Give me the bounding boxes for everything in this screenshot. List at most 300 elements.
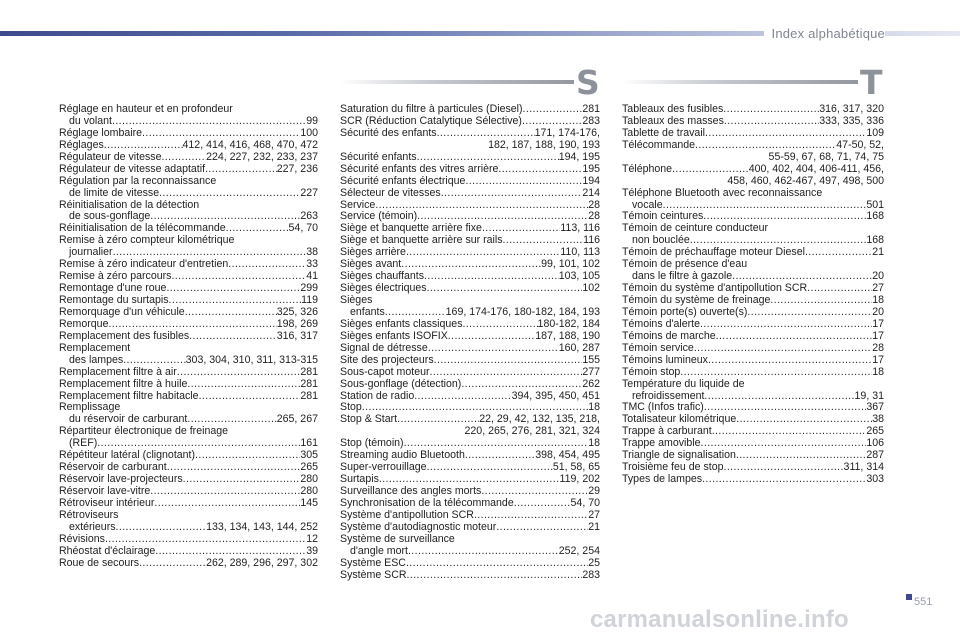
index-line xyxy=(59,247,318,259)
index-line xyxy=(59,379,318,391)
index-line xyxy=(340,331,600,343)
entry-label: Trappe à carburant xyxy=(622,426,712,438)
dot-leader xyxy=(108,319,276,331)
dot-leader xyxy=(205,164,277,176)
dot-leader xyxy=(523,104,583,116)
index-entry xyxy=(622,164,884,188)
index-line xyxy=(59,462,318,474)
index-line xyxy=(622,391,884,403)
index-entry xyxy=(59,379,318,391)
index-line xyxy=(340,295,600,307)
index-line xyxy=(340,128,600,140)
index-entry xyxy=(59,498,318,510)
dot-leader xyxy=(482,223,560,235)
entry-pages: 333, 335, 336 xyxy=(819,115,884,127)
entry-label: Révisions xyxy=(59,533,105,545)
index-line xyxy=(340,200,600,212)
dot-leader xyxy=(226,223,289,235)
dot-leader xyxy=(701,438,867,450)
entry-label: Synchronisation de la télécommande xyxy=(340,497,514,509)
entry-label: Système ESC xyxy=(340,557,406,569)
index-line xyxy=(59,283,318,295)
dot-leader xyxy=(690,235,867,247)
index-entry xyxy=(622,402,884,414)
dot-leader xyxy=(167,462,301,474)
index-line xyxy=(622,379,884,391)
entry-label: Tableaux des masses xyxy=(622,115,724,127)
index-entry xyxy=(59,283,318,295)
entry-pages: 25 xyxy=(588,557,600,569)
index-line xyxy=(59,510,318,522)
entry-label: non bouclée xyxy=(632,235,690,247)
entry-pages: 160, 287 xyxy=(558,342,600,354)
dot-leader xyxy=(437,128,535,140)
index-line xyxy=(59,235,318,247)
dot-leader xyxy=(407,570,583,582)
dot-leader xyxy=(428,343,559,355)
entry-label: Téléphone xyxy=(622,163,673,175)
index-line xyxy=(622,343,884,355)
entry-label: Sièges enfants ISOFIX xyxy=(340,330,448,342)
entry-pages: 412, 414, 416, 468, 470, 472 xyxy=(182,139,318,151)
dot-leader xyxy=(702,474,866,486)
entry-label: Témoins lumineux xyxy=(622,354,708,366)
entry-pages: 169, 174-176, 180-182, 184, 193 xyxy=(445,306,600,318)
index-line xyxy=(340,402,600,414)
index-line xyxy=(59,426,318,438)
page-marker xyxy=(906,594,912,600)
entry-pages: 187, 188, 190 xyxy=(535,330,600,342)
entry-label: du volant xyxy=(69,115,112,127)
entry-pages: 100 xyxy=(300,127,318,139)
index-line xyxy=(59,164,318,176)
index-line xyxy=(340,247,600,259)
index-line xyxy=(340,534,600,546)
entry-pages: 281 xyxy=(300,378,318,390)
index-column-t xyxy=(622,104,884,486)
entry-label: Système d'autodiagnostic moteur xyxy=(340,521,497,533)
index-line xyxy=(59,319,318,331)
entry-label: Régulation par la reconnaissance xyxy=(59,175,217,187)
entry-pages: 263 xyxy=(300,211,318,223)
index-line xyxy=(59,128,318,140)
entry-label: Répétiteur latéral (clignotant) xyxy=(59,450,196,462)
entry-label: Surtapis xyxy=(340,474,379,486)
entry-label: Sièges électriques xyxy=(340,283,427,295)
index-entry xyxy=(622,283,884,295)
entry-pages: 99, 101, 102 xyxy=(541,259,600,271)
index-entry xyxy=(622,379,884,403)
index-line xyxy=(622,450,884,462)
entry-pages: 116 xyxy=(583,235,600,247)
entry-label: extérieurs xyxy=(69,521,116,533)
index-line xyxy=(59,402,318,414)
entry-label: Stop & Start xyxy=(340,414,398,426)
entry-pages: 400, 402, 404, 406-411, 456, xyxy=(748,163,884,175)
index-entry xyxy=(59,546,318,558)
index-line xyxy=(340,546,600,558)
dot-leader xyxy=(663,200,867,212)
index-entry xyxy=(340,223,600,235)
index-entry xyxy=(340,414,600,438)
entry-pages: 155 xyxy=(582,354,600,366)
entry-pages: 161 xyxy=(300,438,318,450)
index-entry xyxy=(622,367,884,379)
index-line xyxy=(622,474,884,486)
index-line xyxy=(622,104,884,116)
entry-label: Rétroviseurs xyxy=(59,509,119,521)
index-line xyxy=(59,152,318,164)
index-entry xyxy=(340,188,600,200)
entry-label: dans le filtre à gazole xyxy=(632,271,733,283)
entry-label: Troisième feu de stop xyxy=(622,462,724,474)
index-entry xyxy=(340,200,600,212)
index-line xyxy=(622,438,884,450)
index-entry xyxy=(622,140,884,164)
index-entry xyxy=(340,128,600,152)
entry-pages: 27 xyxy=(872,283,884,295)
entry-label: Sécurité enfants électrique xyxy=(340,175,466,187)
index-line xyxy=(340,104,600,116)
index-entry xyxy=(340,558,600,570)
index-entry xyxy=(59,164,318,176)
index-entry xyxy=(59,319,318,331)
index-entry xyxy=(59,235,318,259)
entry-pages: 20 xyxy=(872,271,884,283)
section-rule xyxy=(340,80,590,84)
entry-label: Réinitialisation de la détection xyxy=(59,199,200,211)
entry-pages: 33 xyxy=(306,259,318,271)
index-line xyxy=(622,176,884,188)
index-line xyxy=(622,259,884,271)
index-entry xyxy=(340,486,600,498)
entry-label: Sièges xyxy=(340,295,373,306)
entry-label: Sièges arrière xyxy=(340,247,406,259)
entry-pages: 39 xyxy=(306,545,318,557)
index-entry xyxy=(340,450,600,462)
dot-leader xyxy=(427,462,553,474)
section-letter-t: T xyxy=(860,63,883,102)
index-line xyxy=(59,355,318,367)
index-line xyxy=(59,331,318,343)
index-entry xyxy=(59,128,318,140)
index-line xyxy=(622,355,884,367)
entry-label: Station de radio xyxy=(340,390,415,402)
dot-leader xyxy=(189,331,277,343)
watermark: carmanualsonline.info xyxy=(590,606,849,633)
index-line xyxy=(340,140,600,152)
dot-leader xyxy=(708,355,872,367)
index-entry xyxy=(340,164,600,176)
entry-pages: 18 xyxy=(588,402,600,414)
entry-pages: 287 xyxy=(866,450,884,462)
index-entry xyxy=(340,570,600,582)
index-line xyxy=(59,200,318,212)
dot-leader xyxy=(185,307,277,319)
entry-label: Sécurité enfants xyxy=(340,151,417,163)
index-entry xyxy=(59,510,318,534)
entry-label: Saturation du filtre à particules (Diesel) xyxy=(340,104,523,115)
dot-leader xyxy=(150,211,300,223)
entry-label: Sous-capot moteur xyxy=(340,366,430,378)
entry-label: Système d'antipollution SCR xyxy=(340,509,474,521)
entry-pages: 277 xyxy=(582,366,600,378)
entry-pages: 20 xyxy=(872,306,884,318)
index-line xyxy=(59,450,318,462)
index-entry xyxy=(340,152,600,164)
index-entry xyxy=(622,211,884,223)
page-header-title: Index alphabétique xyxy=(764,27,885,41)
entry-label: Siège et banquette arrière fixe xyxy=(340,223,482,235)
entry-pages: 51, 58, 65 xyxy=(552,462,600,474)
index-line xyxy=(340,367,600,379)
entry-label: Sièges chauffants xyxy=(340,271,425,283)
index-line xyxy=(622,295,884,307)
entry-label: Témoin du système d'antipollution SCR xyxy=(622,283,808,295)
dot-leader xyxy=(448,331,535,343)
entry-label: Témoins d'alerte xyxy=(622,318,700,330)
entry-label: Rhéostat d'éclairage xyxy=(59,545,156,557)
index-line xyxy=(622,152,884,164)
index-line xyxy=(340,379,600,391)
entry-label: Témoins de marche xyxy=(622,330,716,342)
entry-label: Témoin de préchauffage moteur Diesel xyxy=(622,247,805,259)
dot-leader xyxy=(116,522,207,534)
index-line xyxy=(59,438,318,450)
index-entry xyxy=(340,462,600,474)
dot-leader xyxy=(695,140,836,152)
index-entry xyxy=(59,450,318,462)
dot-leader xyxy=(424,271,559,283)
dot-leader xyxy=(414,391,511,403)
dot-leader xyxy=(672,164,749,176)
index-line xyxy=(59,259,318,271)
index-entry xyxy=(340,522,600,534)
dot-leader xyxy=(404,438,589,450)
entry-label: journalier xyxy=(69,247,113,259)
dot-leader xyxy=(142,128,300,140)
dot-leader xyxy=(724,116,819,128)
entry-pages: 103, 105 xyxy=(558,271,600,283)
entry-label: Régulateur de vitesse adaptatif xyxy=(59,163,206,175)
entry-pages: 180-182, 184 xyxy=(537,318,600,330)
entry-label: de sous-gonflage xyxy=(69,211,151,223)
index-line xyxy=(59,391,318,403)
dot-leader xyxy=(474,510,588,522)
entry-pages: 99 xyxy=(306,115,318,127)
index-line xyxy=(622,116,884,128)
index-entry xyxy=(340,176,600,188)
entry-pages: 102 xyxy=(582,283,600,295)
dot-leader xyxy=(105,534,306,546)
index-line xyxy=(59,486,318,498)
index-entry xyxy=(59,426,318,450)
index-line xyxy=(340,355,600,367)
index-entry xyxy=(622,414,884,426)
dot-leader xyxy=(498,164,582,176)
dot-leader xyxy=(514,498,571,510)
index-line xyxy=(622,402,884,414)
index-line xyxy=(340,414,600,426)
index-line xyxy=(340,319,600,331)
dot-leader xyxy=(805,247,872,259)
entry-pages: 109 xyxy=(866,127,884,139)
entry-label: Régulateur de vitesse xyxy=(59,151,162,163)
dot-leader xyxy=(397,414,479,426)
entry-pages: 106 xyxy=(866,438,884,450)
entry-pages: 281 xyxy=(300,366,318,378)
dot-leader xyxy=(406,558,588,570)
dot-leader xyxy=(177,367,301,379)
entry-label: Remplacement des fusibles xyxy=(59,330,190,342)
entry-label: Streaming audio Bluetooth xyxy=(340,450,465,462)
entry-label: Remplissage xyxy=(59,402,121,414)
entry-label: Réglage lombaire xyxy=(59,127,143,139)
entry-pages: 303, 304, 310, 311, 313-315 xyxy=(185,354,318,366)
dot-leader xyxy=(680,367,872,379)
entry-label: Totalisateur kilométrique xyxy=(622,414,737,426)
index-line xyxy=(622,319,884,331)
dot-leader xyxy=(716,331,873,343)
entry-pages: 265 xyxy=(866,426,884,438)
index-entry xyxy=(59,367,318,379)
dot-leader xyxy=(408,546,559,558)
index-line xyxy=(340,391,600,403)
index-entry xyxy=(622,450,884,462)
index-entry xyxy=(622,331,884,343)
index-line xyxy=(622,307,884,319)
index-entry xyxy=(59,152,318,164)
index-entry xyxy=(59,343,318,367)
entry-label: Témoin porte(s) ouverte(s) xyxy=(622,306,748,318)
index-line xyxy=(59,367,318,379)
dot-leader xyxy=(723,104,819,116)
dot-leader xyxy=(169,295,302,307)
index-entry xyxy=(340,510,600,522)
dot-leader xyxy=(379,474,560,486)
entry-label: Témoin ceintures xyxy=(622,211,704,223)
index-line xyxy=(622,247,884,259)
entry-pages: 18 xyxy=(588,438,600,450)
entry-pages: 316, 317, 320 xyxy=(819,104,884,115)
index-entry xyxy=(622,104,884,116)
entry-pages: 41 xyxy=(306,271,318,283)
entry-label: Remise à zéro indicateur d'entretien xyxy=(59,259,229,271)
index-line xyxy=(59,211,318,223)
entry-label: Sièges enfants classiques xyxy=(340,318,463,330)
entry-label: Réinitialisation de la télécommande xyxy=(59,223,226,235)
index-entry xyxy=(59,140,318,152)
index-line xyxy=(59,295,318,307)
index-entry xyxy=(59,259,318,271)
entry-label: Remplacement xyxy=(59,342,131,354)
entry-pages: 28 xyxy=(872,342,884,354)
entry-pages: 281 xyxy=(300,390,318,402)
entry-label: refroidissement xyxy=(632,390,705,402)
dot-leader xyxy=(104,140,183,152)
entry-label: Répartiteur électronique de freinage xyxy=(59,426,229,438)
index-entry xyxy=(622,116,884,128)
entry-label: d'angle mort xyxy=(350,545,408,557)
index-line xyxy=(59,522,318,534)
entry-label: Réservoir de carburant xyxy=(59,462,167,474)
index-entry xyxy=(340,402,600,414)
entry-label: Télécommande xyxy=(622,139,696,151)
index-entry xyxy=(340,295,600,319)
page-number: 551 xyxy=(914,596,933,608)
index-entry xyxy=(59,534,318,546)
index-line xyxy=(340,188,600,200)
index-entry xyxy=(622,259,884,283)
dot-leader xyxy=(700,319,872,331)
dot-leader xyxy=(465,450,535,462)
dot-leader xyxy=(703,211,866,223)
index-column-s xyxy=(340,104,600,582)
entry-label: Réglages xyxy=(59,139,104,151)
entry-label: Signal de détresse xyxy=(340,342,428,354)
entry-label: de limite de vitesse xyxy=(69,187,160,199)
dot-leader xyxy=(385,307,446,319)
index-entry xyxy=(340,259,600,271)
index-entry xyxy=(622,247,884,259)
entry-label: Remontage du surtapis xyxy=(59,295,169,306)
dot-leader xyxy=(123,355,185,367)
index-entry xyxy=(622,426,884,438)
section-rule xyxy=(622,80,874,84)
entry-label: Remplacement filtre à air xyxy=(59,366,177,378)
index-line xyxy=(622,128,884,140)
index-line xyxy=(622,462,884,474)
entry-label: Surveillance des angles morts xyxy=(340,486,482,497)
index-line xyxy=(340,176,600,188)
entry-pages: 367 xyxy=(866,402,884,414)
index-line xyxy=(340,438,600,450)
index-entry xyxy=(340,391,600,403)
entry-label: Trappe amovible xyxy=(622,438,701,450)
index-entry xyxy=(340,355,600,367)
index-line xyxy=(340,211,600,223)
entry-pages: 182, 187, 188, 190, 193 xyxy=(488,139,600,151)
entry-label: Témoin de ceinture conducteur xyxy=(622,223,769,235)
entry-pages: 38 xyxy=(872,414,884,426)
index-entry xyxy=(340,474,600,486)
index-line xyxy=(340,164,600,176)
entry-label: Témoin service xyxy=(622,342,694,354)
entry-label: TMC (Infos trafic) xyxy=(622,402,704,414)
index-entry xyxy=(59,176,318,200)
entry-pages: 195 xyxy=(582,163,600,175)
entry-pages: 21 xyxy=(588,521,600,533)
entry-label: Réservoir lave-projecteurs xyxy=(59,474,183,486)
index-line xyxy=(340,510,600,522)
index-entry xyxy=(59,295,318,307)
dot-leader xyxy=(705,128,866,140)
entry-label: Sécurité des enfants xyxy=(340,127,437,139)
entry-pages: 28 xyxy=(588,199,600,211)
entry-pages: 262, 289, 296, 297, 302 xyxy=(206,557,318,569)
index-column-r xyxy=(59,104,318,570)
dot-leader xyxy=(704,402,867,414)
dot-leader xyxy=(199,391,301,403)
index-line xyxy=(340,570,600,582)
dot-leader xyxy=(747,307,872,319)
dot-leader xyxy=(161,152,206,164)
entry-label: des lampes xyxy=(69,354,124,366)
index-line xyxy=(59,140,318,152)
entry-label: Remorquage d'un véhicule xyxy=(59,306,185,318)
index-line xyxy=(59,188,318,200)
entry-pages: 22, 29, 42, 132, 135, 218, xyxy=(479,414,600,426)
